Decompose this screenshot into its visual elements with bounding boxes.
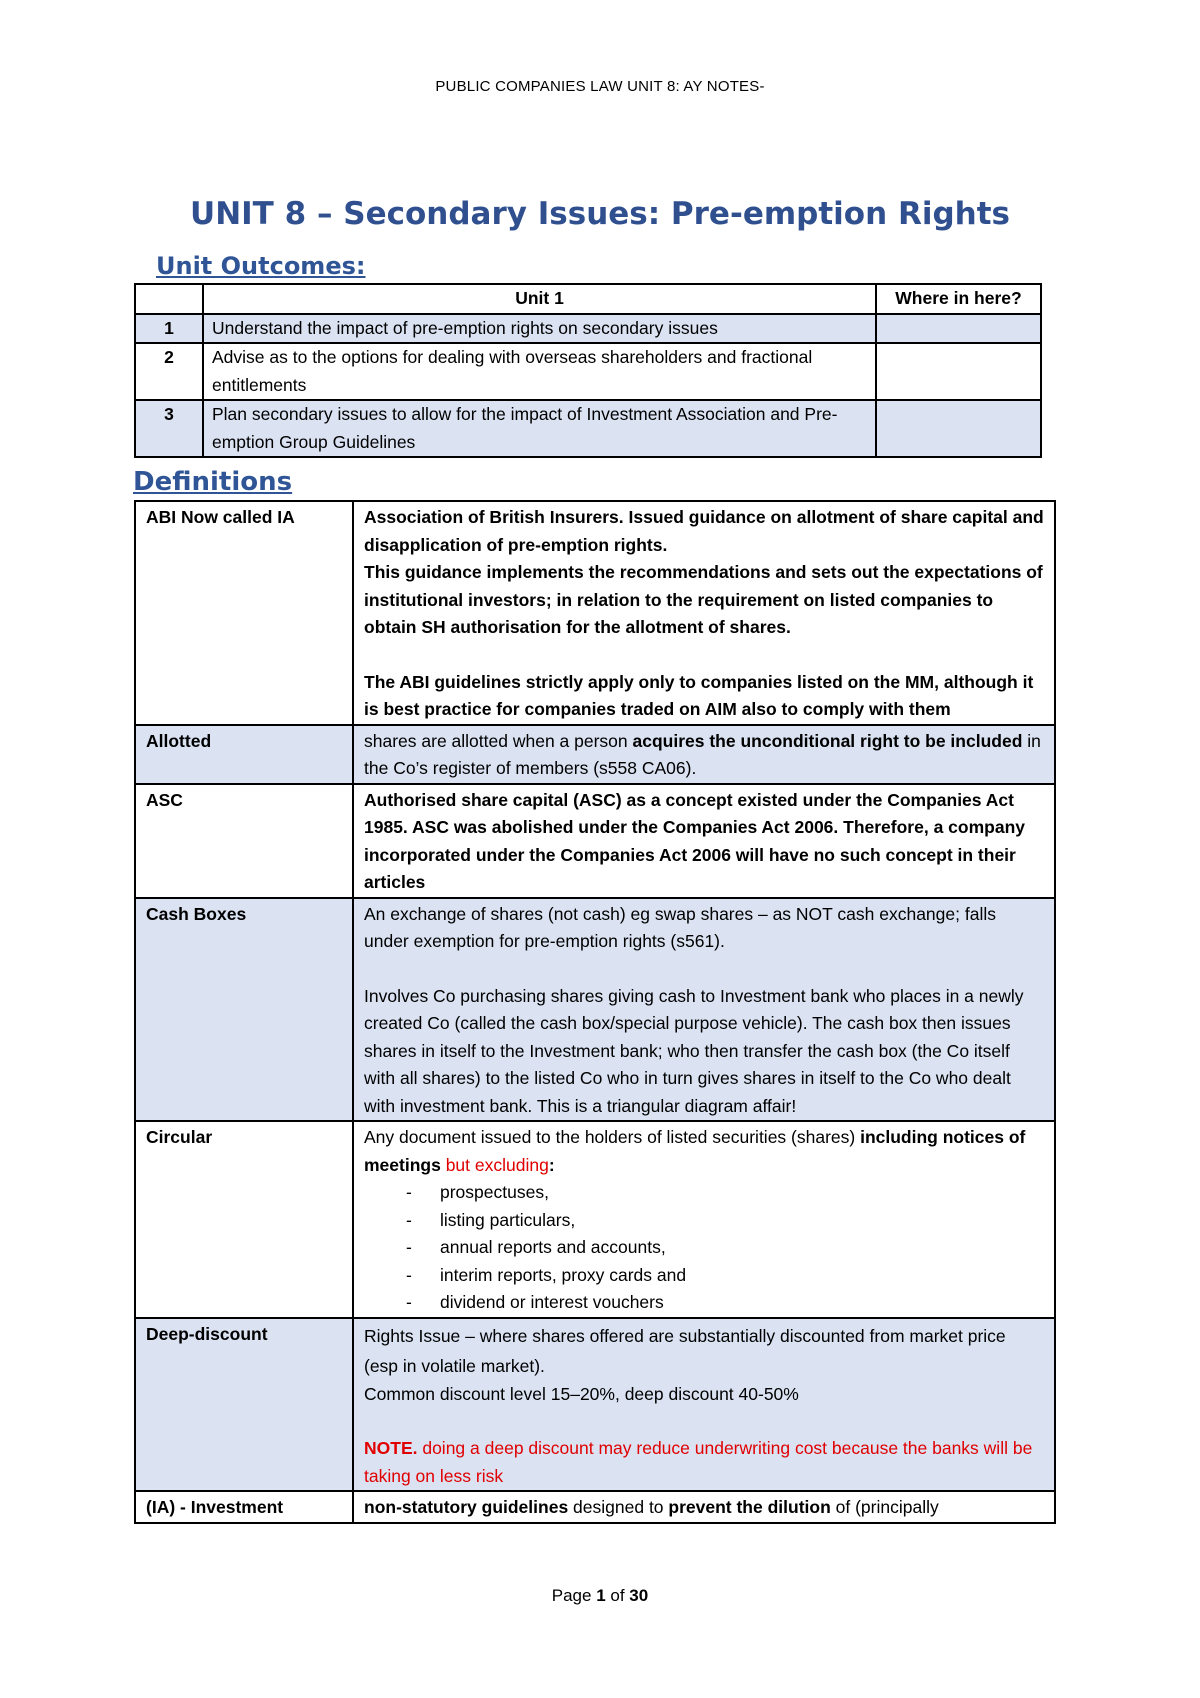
- definition-paragraph: Association of British Insurers. Issued guidance on allotment of share capital and disapplication of pre-emption rights.: [364, 507, 1044, 555]
- unit-outcomes-table: [134, 283, 1042, 458]
- table-row: [135, 343, 1041, 400]
- list-item: - interim reports, proxy cards and: [406, 1262, 1044, 1290]
- outcome-where: [876, 314, 1041, 344]
- definition-text: [353, 1121, 1055, 1318]
- table-row: [135, 1318, 1055, 1492]
- definition-text: [353, 1318, 1055, 1492]
- definition-term: Cash Boxes: [135, 898, 353, 1122]
- definition-term: ASC: [135, 784, 353, 898]
- definition-term: (IA) - Investment: [135, 1491, 353, 1523]
- outcome-text: Advise as to the options for dealing with overseas shareholders and fractional entitlements: [203, 343, 876, 400]
- table-row: [135, 1121, 1055, 1318]
- outcome-where: [876, 343, 1041, 400]
- text-run: Any document issued to the holders of listed securities (shares): [364, 1127, 861, 1147]
- definition-paragraph: Rights Issue – where shares offered are substantially discounted from market price (esp in volatile market).: [364, 1325, 1006, 1376]
- table-row: [135, 1491, 1055, 1523]
- page-header: PUBLIC COMPANIES LAW UNIT 8: AY NOTES-: [435, 78, 765, 95]
- definition-paragraph: This guidance implements the recommendations and sets out the expectations of institutional investors; in relation to the requirement on listed companies to obtain SH authorisation for the allotment of shares.: [364, 562, 1043, 637]
- list-item: - dividend or interest vouchers: [406, 1289, 1044, 1317]
- outcome-text: Plan secondary issues to allow for the impact of Investment Association and Pre-emption Group Guidelines: [203, 400, 876, 457]
- table-row: [135, 314, 1041, 344]
- outcome-where: [876, 400, 1041, 457]
- outcome-number: 2: [135, 343, 203, 400]
- definition-paragraph: Involves Co purchasing shares giving cash to Investment bank who places in a newly created Co (called the cash box/special purpose vehicle). The cash box then issues shares in itself to the Investment bank; who then transfer the cash box (the Co itself with all shares) to the listed Co who in turn gives shares in itself to the Co who dealt with investment bank. This is a triangular diagram affair!: [364, 985, 1024, 1116]
- page-footer: [0, 1586, 1200, 1606]
- definitions-heading: Definitions: [133, 467, 293, 497]
- table-header-row: [135, 284, 1041, 314]
- table-row: [135, 784, 1055, 898]
- list-item: - listing particulars,: [406, 1207, 1044, 1235]
- definition-term: ABI Now called IA: [135, 501, 353, 725]
- paragraph-gap: [364, 642, 1044, 669]
- text-run-bold: acquires the unconditional right to be included: [632, 730, 1023, 751]
- page-total: 30: [629, 1586, 649, 1605]
- exclusions-list: [364, 1179, 1044, 1317]
- table-row: [135, 898, 1055, 1122]
- text-run-bold: non-statutory guidelines: [364, 1497, 569, 1517]
- text-run: designed to: [568, 1497, 669, 1517]
- definition-text: [353, 1491, 1055, 1523]
- definition-paragraph: The ABI guidelines strictly apply only to companies listed on the MM, although it is best practice for companies traded on AIM also to comply with them: [364, 671, 1034, 719]
- page-number: 1: [596, 1586, 606, 1605]
- table-row: [135, 501, 1055, 725]
- note-text: doing a deep discount may reduce underwriting cost because the banks will be taking on less risk: [364, 1438, 1033, 1486]
- outcome-text: Understand the impact of pre-emption rights on secondary issues: [203, 314, 876, 344]
- definition-term: Circular: [135, 1121, 353, 1318]
- definition-term: Deep-discount: [135, 1318, 353, 1492]
- definition-paragraph: Common discount level 15–20%, deep discount 40-50%: [364, 1383, 799, 1404]
- footer-text: Page: [551, 1586, 597, 1605]
- table-cell: [135, 284, 203, 314]
- text-run-bold: prevent the dilution: [668, 1497, 831, 1517]
- list-item: - prospectuses,: [406, 1179, 1044, 1207]
- text-run-red: but excluding: [440, 1154, 549, 1175]
- note-label: NOTE.: [364, 1438, 418, 1458]
- definition-text: [353, 898, 1055, 1122]
- note-paragraph: [364, 1435, 1044, 1490]
- text-run: shares are allotted when a person: [364, 730, 633, 751]
- text-run-bold: including notices of meetings: [364, 1127, 1026, 1175]
- table-header-unit: Unit 1: [203, 284, 876, 314]
- definition-paragraph: An exchange of shares (not cash) eg swap shares – as NOT cash exchange; falls under exemption for pre-emption rights (s561).: [364, 903, 996, 951]
- text-run: in the Co’s register of members (s558 CA06).: [364, 730, 1041, 778]
- definition-term: Allotted: [135, 725, 353, 784]
- page-title: UNIT 8 – Secondary Issues: Pre-emption Rights: [190, 196, 1010, 232]
- definition-text: Authorised share capital (ASC) as a concept existed under the Companies Act 1985. ASC was abolished under the Companies Act 2006. Therefore, a company incorporated under the Companies Act 2006 will have no such concept in their articles: [353, 784, 1055, 898]
- text-run: of (principally: [830, 1497, 939, 1517]
- outcome-number: 1: [135, 314, 203, 344]
- definition-paragraph: [364, 1124, 1044, 1179]
- unit-outcomes-heading: Unit Outcomes:: [156, 252, 366, 280]
- definition-text: [353, 501, 1055, 725]
- paragraph-gap: [364, 1408, 1044, 1435]
- text-run-bold: :: [548, 1154, 555, 1175]
- table-header-where: Where in here?: [876, 284, 1041, 314]
- footer-text: of: [605, 1586, 630, 1605]
- list-item: - annual reports and accounts,: [406, 1234, 1044, 1262]
- paragraph-gap: [364, 956, 1044, 983]
- outcome-number: 3: [135, 400, 203, 457]
- definitions-table: [134, 500, 1056, 1524]
- table-row: [135, 400, 1041, 457]
- table-row: [135, 725, 1055, 784]
- definition-text: [353, 725, 1055, 784]
